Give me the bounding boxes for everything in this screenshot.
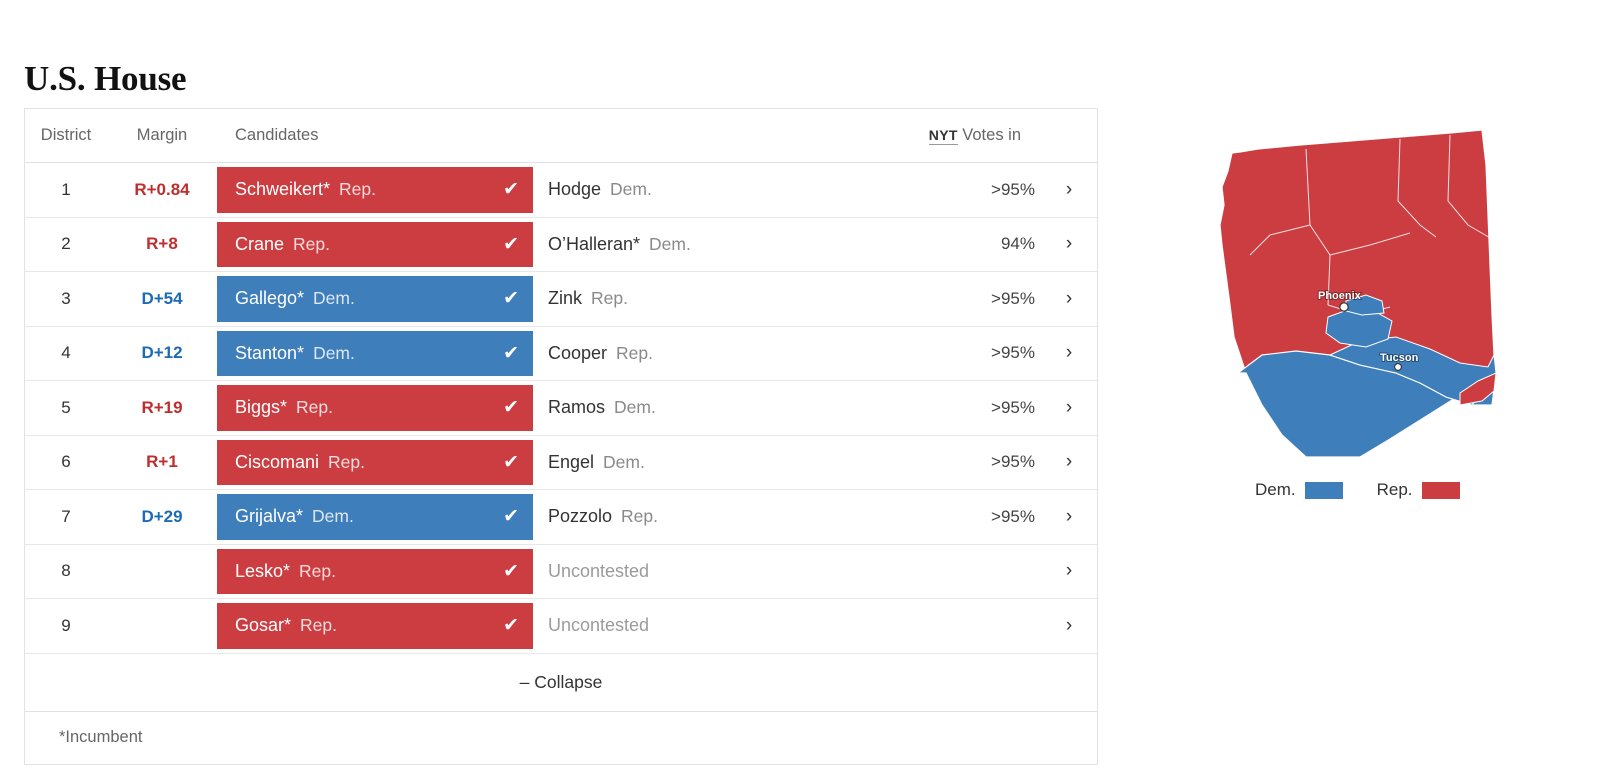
loser-name: Zink (548, 288, 583, 309)
winner-name: Crane (235, 233, 285, 254)
table-row[interactable] (25, 545, 1097, 600)
chevron-right-icon[interactable]: › (1065, 178, 1073, 200)
table-body (25, 163, 1097, 654)
winning-candidate (217, 440, 533, 486)
city-dot-phoenix (1340, 303, 1348, 311)
uncontested-label: Uncontested (548, 560, 650, 581)
winner-name: Biggs* (235, 397, 288, 418)
header-candidates: Candidates (235, 126, 319, 144)
city-label-tucson: Tucson (1380, 352, 1419, 364)
votes-in-percent: >95% (991, 397, 1035, 417)
winning-candidate (217, 167, 533, 213)
table-row[interactable] (25, 490, 1097, 545)
district-number: 6 (61, 452, 71, 472)
district-number: 8 (61, 561, 71, 581)
city-label-phoenix: Phoenix (1318, 290, 1361, 302)
check-icon: ✔ (503, 560, 519, 582)
check-icon: ✔ (503, 506, 519, 528)
opposing-candidate (533, 436, 921, 490)
margin-value: R+19 (141, 397, 183, 417)
opposing-candidate (533, 381, 921, 435)
opposing-candidate (533, 599, 921, 653)
header-votes-in (929, 126, 1097, 145)
winner-party: Dem. (313, 342, 355, 363)
winner-name: Grijalva* (235, 506, 304, 527)
winner-party: Rep. (300, 615, 337, 636)
loser-name: Hodge (548, 179, 602, 200)
check-icon: ✔ (503, 179, 519, 201)
loser-party: Rep. (616, 342, 654, 363)
winner-party: Dem. (313, 288, 355, 309)
loser-party: Rep. (621, 506, 659, 527)
chevron-right-icon[interactable]: › (1065, 287, 1073, 309)
arizona-district-map[interactable] (1210, 105, 1530, 525)
votes-in-percent: >95% (991, 288, 1035, 308)
header-votes-label: Votes in (962, 126, 1021, 144)
loser-party: Dem. (603, 451, 645, 472)
chevron-right-icon[interactable]: › (1065, 396, 1073, 418)
city-dot-tucson (1395, 364, 1402, 371)
uncontested-label: Uncontested (548, 615, 650, 636)
check-icon: ✔ (503, 615, 519, 637)
table-header-row (25, 109, 1097, 163)
header-district: District (40, 126, 92, 144)
incumbent-footnote: *Incumbent (59, 728, 143, 746)
opposing-candidate (533, 327, 921, 381)
table-row[interactable] (25, 272, 1097, 327)
check-icon: ✔ (503, 451, 519, 473)
chevron-right-icon[interactable]: › (1065, 451, 1073, 473)
winner-name: Stanton* (235, 342, 305, 363)
loser-party: Dem. (614, 397, 656, 418)
collapse-button[interactable]: – Collapse (25, 654, 1097, 712)
table-row[interactable] (25, 381, 1097, 436)
table-row[interactable] (25, 163, 1097, 218)
votes-in-percent: >95% (991, 343, 1035, 363)
chevron-right-icon[interactable]: › (1065, 614, 1073, 636)
district-number: 1 (61, 179, 71, 199)
legend-label-dem: Dem. (1255, 480, 1296, 499)
winner-party: Rep. (299, 560, 337, 581)
table-row[interactable] (25, 218, 1097, 273)
legend-swatch-rep (1422, 482, 1460, 499)
margin-value: R+0.84 (134, 179, 190, 199)
winning-candidate (217, 385, 533, 431)
winner-party: Rep. (293, 233, 330, 254)
winner-party: Rep. (328, 451, 365, 472)
loser-name: Pozzolo (548, 506, 613, 527)
margin-value (107, 599, 217, 653)
margin-value: R+1 (146, 452, 178, 472)
header-margin: Margin (136, 126, 188, 144)
nyt-abbr: NYT (928, 127, 958, 143)
winner-name: Schweikert* (235, 179, 331, 200)
winner-name: Gosar* (235, 615, 292, 636)
table-row[interactable] (25, 599, 1097, 654)
margin-value: D+12 (141, 343, 183, 363)
loser-party: Dem. (649, 233, 691, 254)
chevron-right-icon[interactable]: › (1065, 505, 1073, 527)
margin-value: R+8 (146, 234, 178, 254)
district-number: 5 (61, 397, 71, 417)
map-legend (1255, 480, 1460, 500)
loser-name: O’Halleran* (548, 233, 641, 254)
votes-in-percent: 94% (1000, 234, 1035, 254)
table-row[interactable] (25, 327, 1097, 382)
margin-value: D+29 (141, 506, 183, 526)
map-svg (1210, 105, 1530, 465)
loser-party: Rep. (591, 288, 628, 309)
loser-party: Dem. (610, 179, 652, 200)
winner-name: Gallego* (235, 288, 305, 309)
winning-candidate (217, 603, 533, 649)
chevron-right-icon[interactable]: › (1065, 233, 1073, 255)
votes-in-percent: >95% (991, 452, 1035, 472)
table-row[interactable] (25, 436, 1097, 491)
district-number: 4 (61, 343, 71, 363)
chevron-right-icon[interactable]: › (1065, 342, 1073, 364)
winner-name: Lesko* (235, 560, 291, 581)
district-number: 3 (61, 288, 71, 308)
votes-in-percent: >95% (991, 506, 1035, 526)
chevron-right-icon[interactable]: › (1065, 560, 1073, 582)
district-number: 7 (61, 506, 71, 526)
legend-item-dem (1255, 480, 1343, 500)
margin-value (107, 545, 217, 599)
winning-candidate (217, 276, 533, 322)
opposing-candidate (533, 218, 921, 272)
legend-swatch-dem (1305, 482, 1343, 499)
district-number: 2 (61, 234, 71, 254)
legend-item-rep (1377, 480, 1460, 500)
winner-party: Rep. (339, 179, 377, 200)
opposing-candidate (533, 272, 921, 326)
winner-party: Rep. (296, 397, 333, 418)
winner-name: Ciscomani (235, 451, 320, 472)
winning-candidate (217, 549, 533, 595)
opposing-candidate (533, 163, 921, 217)
check-icon: ✔ (503, 397, 519, 419)
winning-candidate (217, 494, 533, 540)
winner-party: Dem. (312, 506, 354, 527)
loser-name: Engel (548, 451, 595, 472)
check-icon: ✔ (503, 288, 519, 310)
district-number: 9 (61, 615, 71, 635)
house-results-table (24, 108, 1098, 765)
loser-name: Ramos (548, 397, 606, 418)
winning-candidate (217, 331, 533, 377)
opposing-candidate (533, 490, 921, 544)
page-title: U.S. House (24, 59, 187, 99)
check-icon: ✔ (503, 233, 519, 255)
loser-name: Cooper (548, 342, 608, 363)
votes-in-percent: >95% (991, 179, 1035, 199)
votes-in-percent (921, 599, 1041, 653)
margin-value: D+54 (141, 288, 183, 308)
winning-candidate (217, 222, 533, 268)
legend-label-rep: Rep. (1376, 480, 1413, 499)
check-icon: ✔ (503, 342, 519, 364)
votes-in-percent (921, 545, 1041, 599)
opposing-candidate (533, 545, 921, 599)
